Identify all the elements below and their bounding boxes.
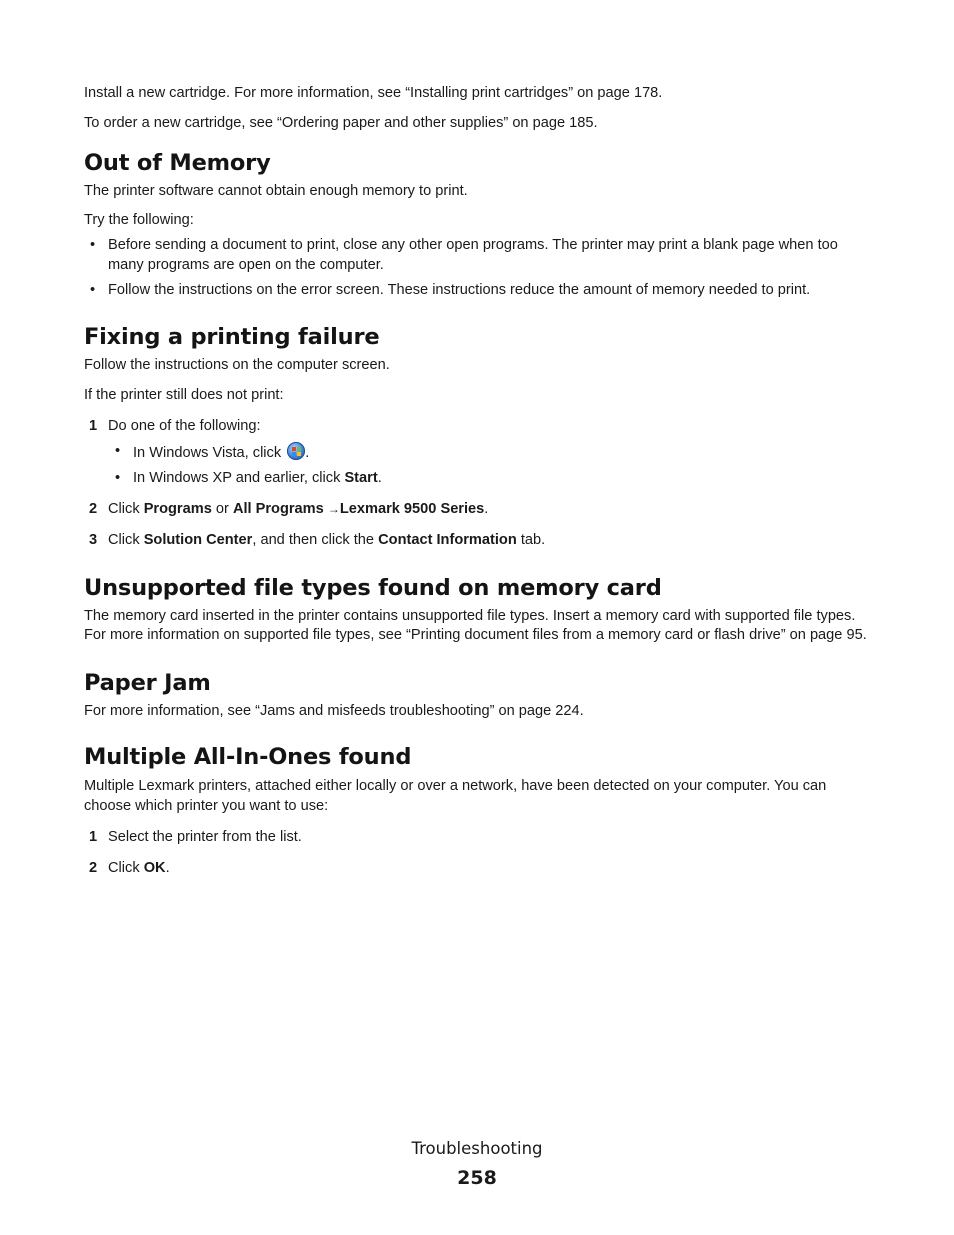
- bullet-item: [84, 281, 874, 301]
- step-number: 3: [89, 532, 98, 548]
- out-of-memory-paragraph-1: The printer software cannot obtain enough memory to print.: [84, 182, 468, 199]
- windows-start-icon: [287, 442, 305, 460]
- heading-multiple-all-in-ones: Multiple All-In-Ones found: [84, 744, 412, 770]
- step-text: Select the printer from the list.: [108, 828, 302, 845]
- solution-center-label: Solution Center: [143, 532, 253, 548]
- heading-unsupported-files: Unsupported file types found on memory card: [84, 574, 662, 601]
- step-text: , and then click the: [252, 532, 375, 548]
- step-text: Click: [108, 501, 140, 517]
- intro-paragraph-1: Install a new cartridge. For more information, see “Installing print cartridges” on page 178.: [84, 85, 663, 101]
- sub-bullet-period: .: [305, 445, 310, 461]
- step-text: Do one of the following:: [108, 418, 261, 434]
- numbered-step-2: [84, 500, 874, 520]
- sub-bullet-windows-vista: [84, 442, 874, 464]
- step-text: Click: [108, 532, 140, 548]
- bullet-glyph: •: [90, 281, 96, 298]
- multiple-paragraph: Multiple Lexmark printers, attached either locally or over a network, have been detected on your computer. You can choose which printer you want to use:: [84, 778, 827, 814]
- start-label: Start: [344, 470, 378, 486]
- document-page: [84, 84, 874, 878]
- all-programs-label: All Programs: [232, 501, 324, 517]
- sub-bullet-windows-xp: [84, 469, 874, 489]
- step-period: .: [165, 859, 170, 876]
- bullet-glyph: •: [115, 470, 121, 486]
- step-number: 2: [89, 859, 98, 876]
- lexmark-series-label: Lexmark 9500 Series: [339, 501, 485, 517]
- menu-arrow-icon: →: [327, 502, 340, 516]
- step-period: .: [484, 501, 489, 517]
- numbered-step-2: [84, 859, 874, 879]
- step-number: 1: [89, 418, 98, 434]
- heading-printing-failure: Fixing a printing failure: [84, 324, 380, 350]
- unsupported-paragraph: The memory card inserted in the printer contains unsupported file types. Insert a memory card with supported file types. For more information on supported file types, see “Printing document files from a memory card or flash drive” on page 95.: [84, 607, 867, 643]
- printing-failure-paragraph-2: If the printer still does not print:: [84, 387, 284, 403]
- printing-failure-paragraph-1: Follow the instructions on the computer screen.: [84, 357, 390, 373]
- step-number: 2: [89, 501, 98, 517]
- bullet-text: Before sending a document to print, close any other open programs. The printer may print a blank page when too many programs are open on the computer.: [108, 237, 838, 273]
- programs-label: Programs: [143, 501, 212, 517]
- step-number: 1: [89, 828, 98, 845]
- bullet-text: Follow the instructions on the error screen. These instructions reduce the amount of memory needed to print.: [108, 281, 811, 298]
- step-text: tab.: [520, 532, 546, 548]
- footer-section-title: Troubleshooting: [411, 1139, 543, 1158]
- numbered-step-3: [84, 531, 874, 551]
- heading-paper-jam: Paper Jam: [84, 669, 211, 696]
- numbered-step-1: [84, 828, 874, 848]
- sub-bullet-text: In Windows XP and earlier, click: [133, 470, 341, 486]
- heading-out-of-memory: Out of Memory: [84, 149, 271, 176]
- step-text: or: [215, 501, 229, 517]
- paper-jam-paragraph: For more information, see “Jams and misfeeds troubleshooting” on page 224.: [84, 702, 584, 719]
- ok-label: OK: [143, 859, 166, 876]
- sub-bullet-period: .: [377, 470, 382, 486]
- contact-information-label: Contact Information: [378, 532, 517, 548]
- footer-page-number: 258: [457, 1167, 497, 1189]
- sub-bullet-text: In Windows Vista, click: [133, 445, 282, 461]
- numbered-step-1: [84, 417, 874, 437]
- intro-paragraph-2: To order a new cartridge, see “Ordering paper and other supplies” on page 185.: [84, 115, 598, 131]
- bullet-glyph: •: [115, 443, 121, 459]
- out-of-memory-paragraph-2: Try the following:: [84, 212, 194, 228]
- bullet-item: [84, 236, 874, 275]
- step-text: Click: [108, 859, 140, 876]
- bullet-glyph: •: [90, 237, 96, 253]
